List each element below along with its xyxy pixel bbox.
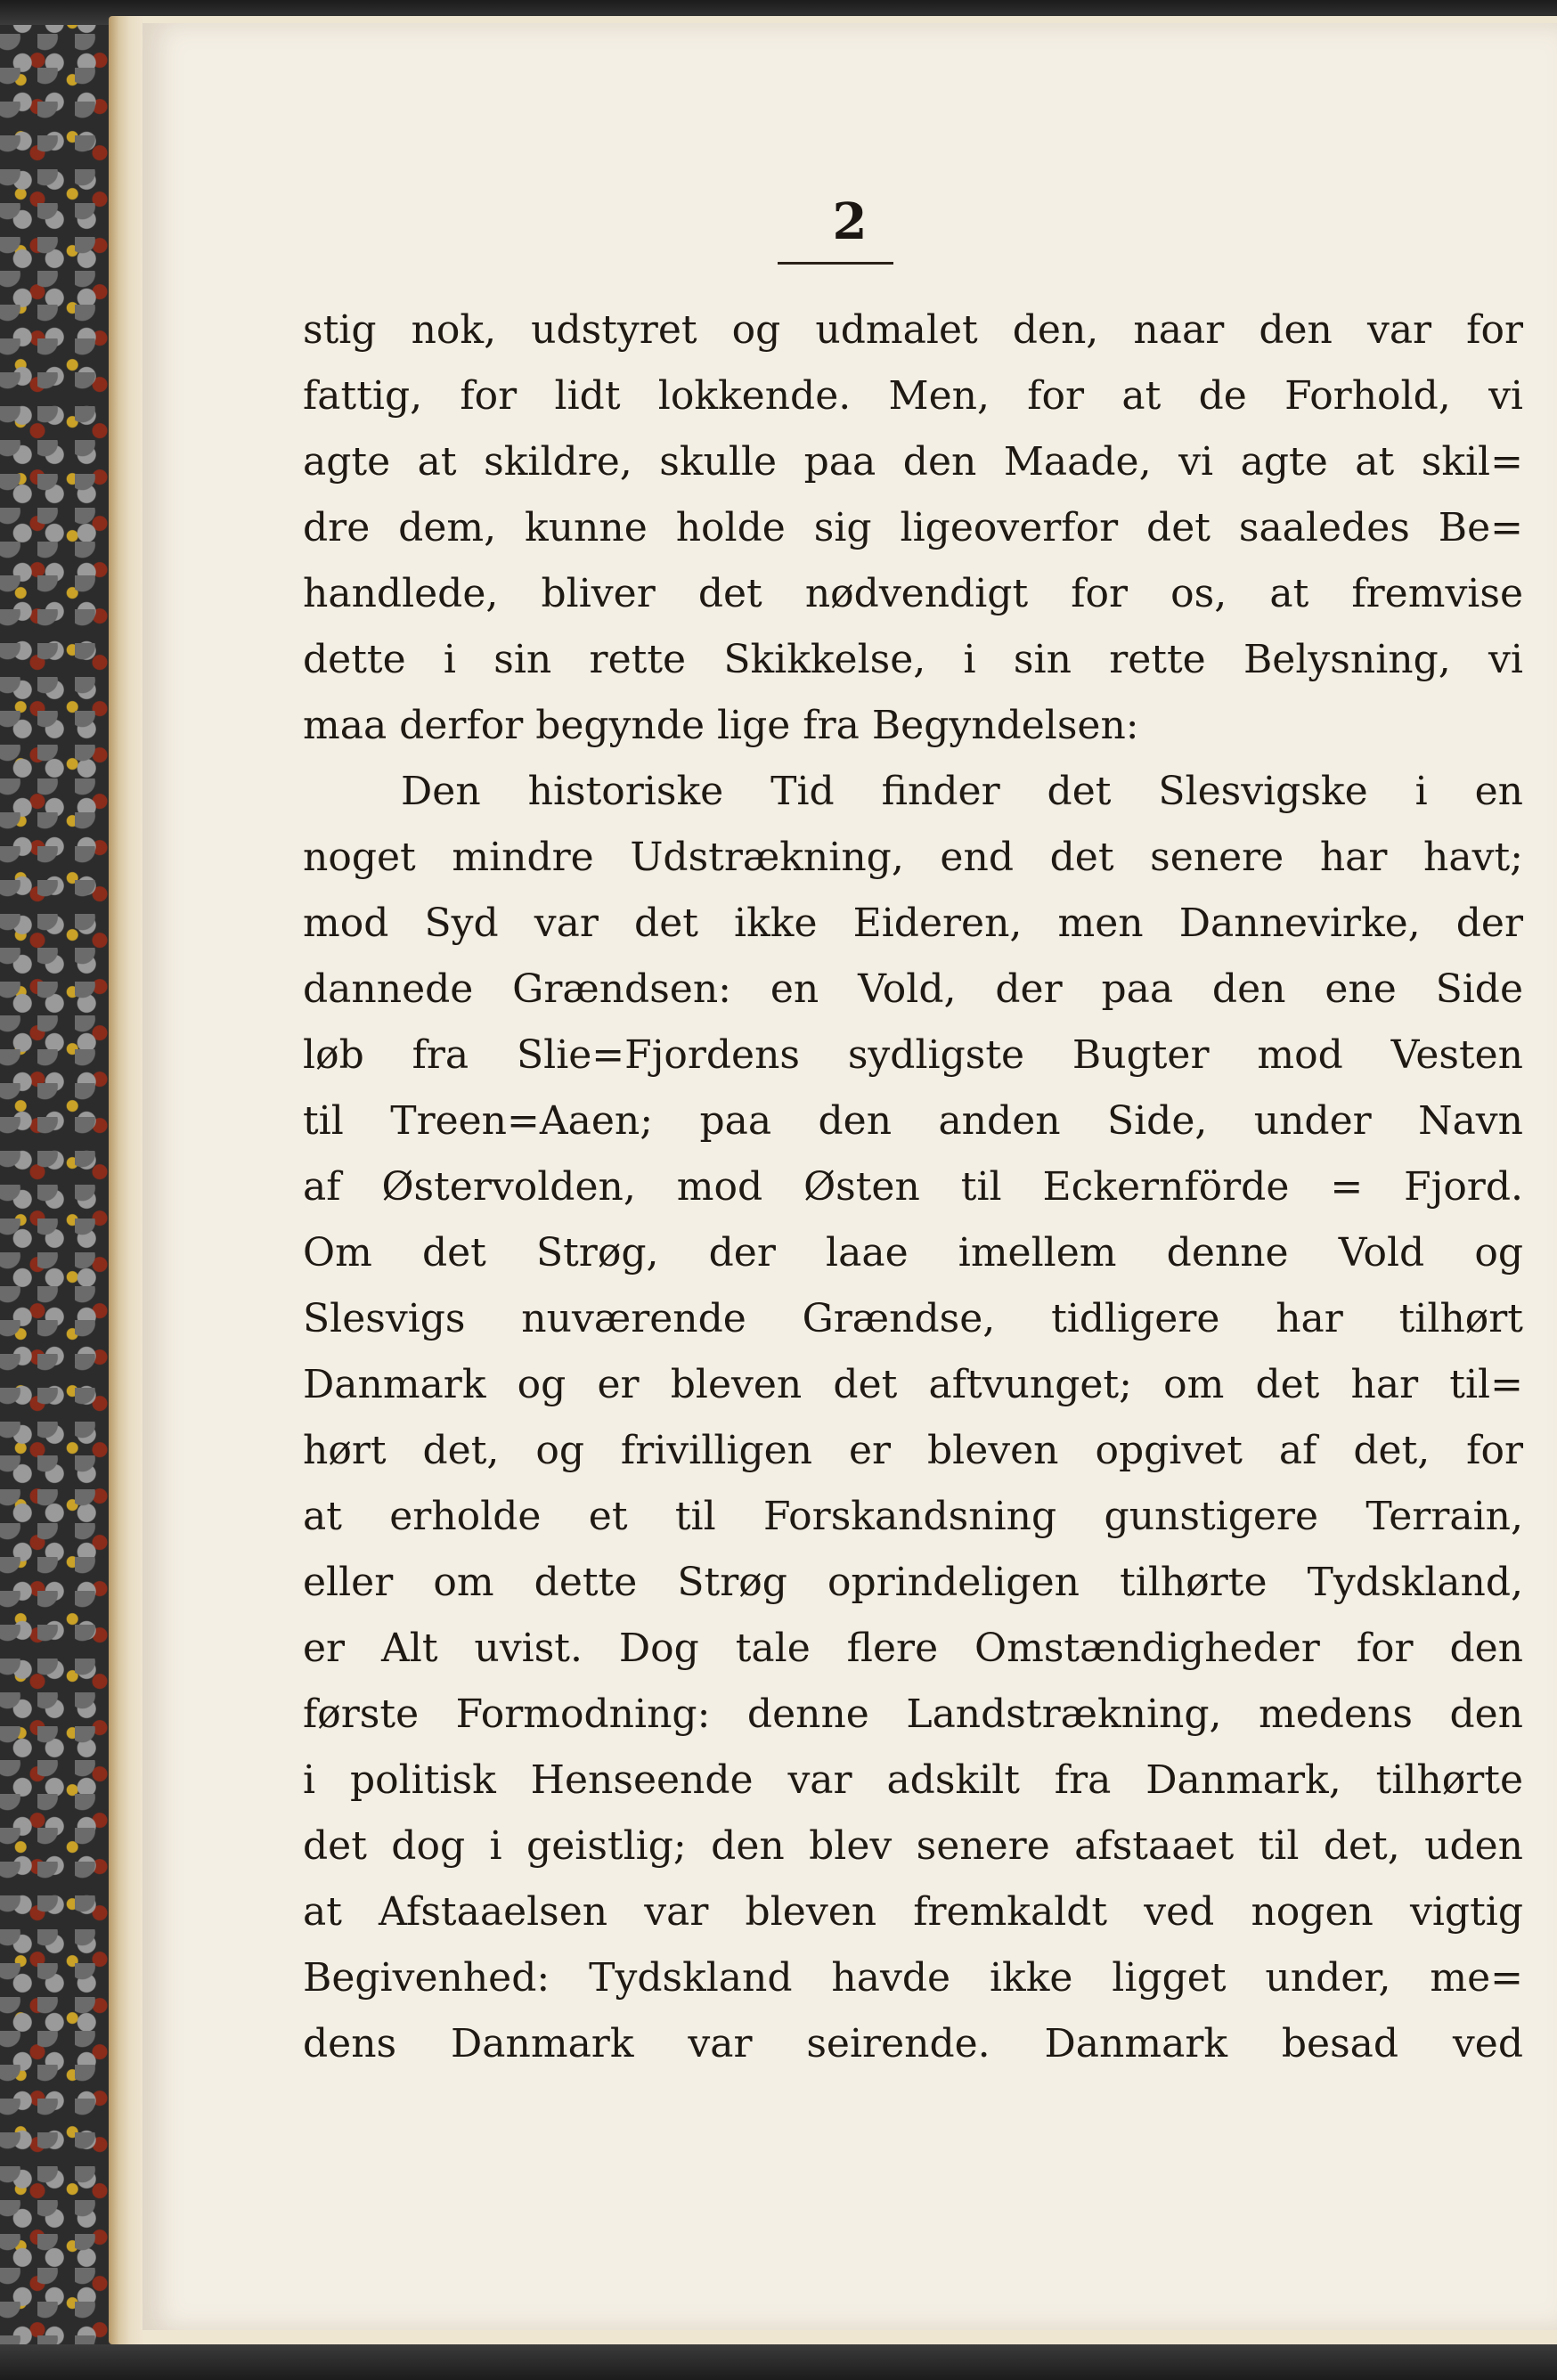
text-line: eller om dette Strøg oprindeligen tilhørte Tydskland, xyxy=(303,1560,1523,1605)
page-number-rule xyxy=(778,262,893,265)
text-line: dens Danmark var seirende. Danmark besad ved xyxy=(303,2021,1523,2066)
text-line: dre dem, kunne holde sig ligeoverfor det saaledes Be= xyxy=(303,505,1523,550)
text-line: løb fra Slie=Fjordens sydligste Bugter mod Vesten xyxy=(303,1032,1523,1078)
text-line: stig nok, udstyret og udmalet den, naar den var for xyxy=(303,307,1523,353)
text-line: fattig, for lidt lokkende. Men, for at de Forhold, vi xyxy=(303,373,1523,419)
text-line: handlede, bliver det nødvendigt for os, at fremvise xyxy=(303,571,1523,616)
paragraph-end-line: maa derfor begynde lige fra Begyndelsen: xyxy=(303,703,1139,748)
text-line: af Østervolden, mod Østen til Eckernförde = Fjord. xyxy=(303,1164,1523,1210)
text-line: mod Syd var det ikke Eideren, men Dannevirke, der xyxy=(303,901,1523,946)
page-number: 2 xyxy=(832,192,868,251)
text-line: er Alt uvist. Dog tale flere Omstændigheder for den xyxy=(303,1626,1523,1671)
text-line: Om det Strøg, der laae imellem denne Vold og xyxy=(303,1230,1523,1276)
text-line: Danmark og er bleven det aftvunget; om det har til= xyxy=(303,1362,1523,1407)
text-line: dette i sin rette Skikkelse, i sin rette Belysning, vi xyxy=(303,637,1523,682)
text-line: Begivenhed: Tydskland havde ikke ligget under, me= xyxy=(303,1955,1523,2001)
text-line: hørt det, og frivilligen er bleven opgivet af det, for xyxy=(303,1428,1523,1473)
text-line: i politisk Henseende var adskilt fra Danmark, tilhørte xyxy=(303,1757,1523,1803)
text-line: det dog i geistlig; den blev senere afstaaet til det, uden xyxy=(303,1823,1523,1869)
body-text xyxy=(303,298,1523,2077)
text-line: at erholde et til Forskandsning gunstigere Terrain, xyxy=(303,1494,1523,1539)
text-line: til Treen=Aaen; paa den anden Side, under Navn xyxy=(303,1098,1523,1144)
board-bottom-edge xyxy=(0,2344,1557,2380)
text-line: dannede Grændsen: en Vold, der paa den ene Side xyxy=(303,966,1523,1012)
paragraph-start-line: Den historiske Tid finder det Slesvigske i en xyxy=(401,769,1523,814)
text-line: at Afstaaelsen var bleven fremkaldt ved nogen vigtig xyxy=(303,1889,1523,1935)
text-line: Slesvigs nuværende Grændse, tidligere har tilhørt xyxy=(303,1296,1523,1341)
text-line: første Formodning: denne Landstrækning, medens den xyxy=(303,1691,1523,1737)
book-page xyxy=(143,23,1557,2330)
text-line: noget mindre Udstrækning, end det senere har havt; xyxy=(303,835,1523,880)
text-line: agte at skildre, skulle paa den Maade, vi agte at skil= xyxy=(303,439,1523,485)
